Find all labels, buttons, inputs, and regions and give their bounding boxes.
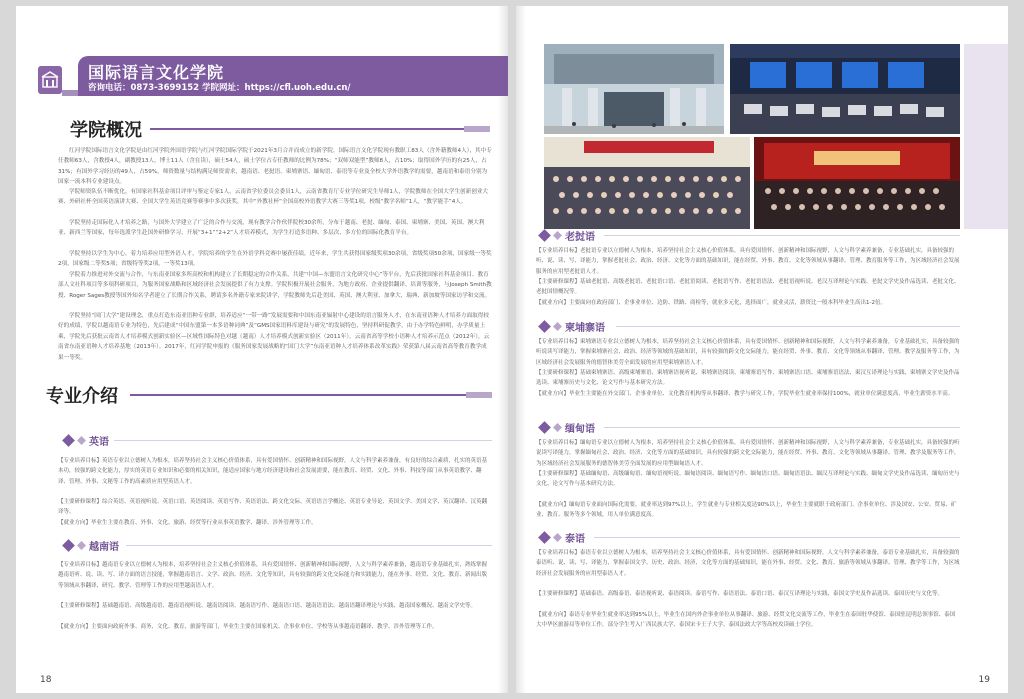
diamond-icon [538,229,551,242]
overview-rule [150,128,490,130]
diamond-icon [77,541,86,550]
banner-accent [62,90,78,96]
major-rule [604,235,960,236]
diamond-icon [553,322,562,331]
major-rule [604,427,960,428]
building-icon [41,71,59,89]
burmese-courses: 【主要研修课程】基础缅甸语、高级缅甸语、缅甸语视听说、缅甸语阅读、缅甸语写作、缅甸语口语、缅甸语语法、缅汉互译理论与实践、缅甸文学史及作品选读、缅甸历史与文化、论文写作与基本研究方法。 [536,471,960,488]
major-rule [114,440,492,441]
major-rule [616,326,960,327]
majors-rule [130,394,492,396]
english-career: 【就业方向】毕业生主要在教育、外事、文化、旅游、经贸等行业从事英语教学、翻译、涉外管理等工作。 [58,520,317,526]
vietnamese-career: 【就业方向】主要面向政府外事、商务、文化、教育、旅游等部门，毕业生主要在国家机关、企事业单位、学校等从事越南语翻译、教学、涉外管理等工作。 [58,624,438,630]
major-title-lao: 老挝语 [540,228,595,243]
thai-goal: 【专业培养目标】泰语专业以立德树人为根本，培养坚持社会主义核心价值体系，具有爱国情怀、创新精神和国际视野，人文与科学素养兼备，泰语专业基础扎实，具备较强的泰语听、说、读、写、译能力，掌握泰国文学、历史、政治、经济、文化等方面的基础知识，能在外事、经贸、文化、教育、旅游等领域从事翻译、管理、教学等工作，为区域经济社会发展服务的应用型泰语人才。 [536,550,960,577]
major-title-thai: 泰语 [540,530,585,545]
page-fold-shadow [498,6,508,693]
page-fold-shadow [516,6,526,693]
overview-paragraph-3: 学院坚持走国际化人才培养之路，与国外大学建立了广泛的合作与交流，现有教学合作伙伴院校30余所，分布于越南、老挝、缅甸、泰国、柬埔寨、美国、英国、澳大利亚、新西兰等国家，每年选派学生赴国外研修学习，开展“3+1”“2+2”人才培养模式，为学生打造多语种、多层次、多方位的国际化教育平台。 [58,220,485,237]
khmer-goal: 【专业培养目标】柬埔寨语专业以立德树人为根本，培养坚持社会主义核心价值体系，具有爱国情怀、创新精神和国际视野，人文与科学素养兼备，专业基础扎实，具备较强的听说读写译能力，掌握柬埔寨社会、政治、经济等领域的基础知识，具有较强的跨文化交际能力，能在经贸、外事、教育、文化等领域从事翻译、管理、教学及服务等工作，为区域经济社会发展服务的德智体美劳全面发展的应用型柬埔寨语人才。 [536,339,960,366]
major-rule [126,545,492,546]
diamond-icon [553,423,562,432]
title-banner [78,56,508,96]
photo-stage [754,137,960,229]
left-page [16,6,508,693]
photo-group [544,137,750,229]
diamond-icon [77,436,86,445]
major-title-vietnamese: 越南语 [64,538,119,553]
english-goal: 【专业培养目标】英语专业以立德树人为根本，培养坚持社会主义核心价值体系，具有爱国情怀、创新精神和国际视野，人文与科学素养兼备，有良好的综合素质，扎实的英语基本功，较强的跨文化能力，厚实的英语专业知识和必要的相关知识，能适应国家与地方经济建设和社会发展需要，能在教育、经贸、文化、外事、科技等部门从事英语教学、翻译、管理、外事、文秘等工作的高素质应用型英语人才。 [58,458,488,485]
khmer-courses: 【主要研修课程】基础柬埔寨语、高级柬埔寨语、柬埔寨语视听说、柬埔寨语阅读、柬埔寨语写作、柬埔寨语口语、柬埔寨语语法、柬汉互译理论与实践、柬埔寨文学史及作品选读、柬埔寨历史与文化、论文写作与基本研究方法。 [536,370,960,387]
lao-courses: 【主要研修课程】基础老挝语、高级老挝语、老挝语口语、老挝语阅读、老挝语写作、老挝语语法、老挝语视听说、老汉互译理论与实践、老挝文学史及作品选读、老挝文化、老挝国情概况等。 [536,279,960,296]
major-rule [594,537,960,538]
english-courses: 【主要研修课程】综合英语、英语视听说、英语口语、英语阅读、英语写作、英语语法、跨文化交际、英语语言学概论、英语专业导论、英国文学、美国文学、英汉翻译、汉英翻译等。 [58,499,488,516]
overview-paragraph-2: 学院师资队伍不断优化，有国家社科基金项目评审与鉴定专家1人，云南省学位委员会委员1人，云南省教育厅专业学位研究生导师1人，学院教师在全国大学生创新创业大赛、外研社杯全国英语演讲大赛、全国大学生英语竞赛等赛事中多次获奖，其中“外教社杯”全国高校外语教学大赛三等奖1项，校级“教学名师”1人，“教学能手”4人。 [58,189,489,206]
overview-paragraph-6: 学院坚持“国门大学”建设理念，重点打造东南亚语种专业群，培养适应“一带一路”发展需要和中国东南亚辐射中心建设的语言服务人才，在东南亚语种人才培养方面取得较好的成绩，学院以越南语专业为特色，先后建成“中国东盟第一本多语种词典”及“GMS国家语料库建设与研究”的发展特色，坚持科研促教学，由于办学特色鲜明，办学质量上乘，学院先后获批云南省人才培养模式创新实验区—区域性国际特色对越（越南）人才培养模式创新实验区（2011年），云南省高等学校小语种人才培养示范点（2012年），云南省东南亚语种人才培养基地（2013年）。2017年，红河学院申报的《服务国家发展战略的“国门大学”东南亚语种人才培养体系改革实践》荣获第八届云南省高等教育教学成果一等奖。 [58,313,490,361]
vietnamese-courses: 【主要研修课程】基础越南语、高级越南语、越南语视听说、越南语阅读、越南语写作、越南语口语、越南语语法、越南语翻译理论与实践、越南国家概况、越南文学史等。 [58,603,477,609]
diamond-icon [538,320,551,333]
college-logo [38,66,62,94]
overview-paragraph-4: 学院坚持以学生为中心，着力培养应用型外语人才，学院培养的学生在外语学科竞赛中屡获佳绩，近年来，学生共获得国家级奖项30余项，省级奖项50余项，国家级一等奖2项，国家级二等奖5项；省级特等奖2项，一等奖13项。 [58,251,492,268]
diamond-icon [538,421,551,434]
contact-info[interactable]: 咨询电话：0873-3699152 学院网址：https://cfl.uoh.edu.cn/ [88,83,351,93]
page-number-left: 18 [40,675,52,685]
diamond-icon [62,539,75,552]
overview-paragraph-5: 学院着力推进对外交流与合作，与东南亚国家多所高校和机构建立了长期稳定的合作关系，共建“中国—东盟语言文化研究中心”等平台，先后获批国家社科基金项目、教育部人文社科项目等多项科研项目，为服务国家战略和区域经济社会发展提供了有力支撑。学院积极开展社会服务，为地方政府、企业提供翻译、培训等服务，与Joseph Smith教授、Roger Sages教授等国外知名学者建立了长期合作关系，聘请多名外籍专家来院讲学，学院教师先后赴美国、英国、澳大利亚、加拿大、瑞典、新加坡等国家访学和交流。 [58,272,492,299]
major-title-english: 英语 [64,433,109,448]
vietnamese-goal: 【专业培养目标】越南语专业以立德树人为根本，培养坚持社会主义核心价值体系，具有爱国情怀、创新精神和国际视野，人文与科学素养兼备，越南语专业基础扎实，熟练掌握越南语听、说、读、写、译方面的语言技能，掌握越南语言、文学、政治、经济、文化等知识，具有较强的跨文化交际能力和实践能力，能在外事、经贸、文化、教育、新闻出版等领域从事翻译、研究、教学、管理等工作的应用型越南语人才。 [58,562,488,589]
lao-career: 【就业方向】主要面向在政府部门、企事业单位、边防、铁路、商检等，就业多元化，选择面广，就业灵活，薪资比一般本科毕业生高出1-2倍。 [536,300,886,306]
lao-goal: 【专业培养目标】老挝语专业以立德树人为根本，培养坚持社会主义核心价值体系，具有爱国情怀、创新精神和国际视野，人文与科学素养兼备，专业基础扎实，具备较强的听、说、读、写、译能力，掌握老挝社会、政治、经济、文化等方面的基础知识，能在经贸、外事、教育、文化等领域从事翻译、管理、教育服务等工作，为区域经济社会发展服务的应用型老挝语人才。 [536,248,960,275]
diamond-icon [553,231,562,240]
page-number-right: 19 [978,675,990,685]
khmer-career: 【就业方向】毕业生主要能在外交部门、企事业单位、文化教育机构等从事翻译、教学与研究工作，学院毕业生就业率保持100%，就业单位满意度高，毕业生薪资水平高。 [536,391,954,397]
right-page [516,6,1008,693]
diamond-icon [538,531,551,544]
thai-career: 【就业方向】泰语专业毕业生就业率达到95%以上，毕业生在国内外企事业单位从事翻译、旅游、经贸文化交流等工作，毕业生在泰国驻华使馆、泰国驻昆明总领事馆、泰国大中华区旅游局等单位工作，部分学生考入广西民族大学、泰国宋卡王子大学、泰国法政大学等高校攻读硕士学位。 [536,612,956,629]
overview-paragraph-1: 红河学院国际语言文化学院是由红河学院外国语学院与红河学院国际学院于2021年3月合并而成立的新学院。国际语言文化学院现有教职工83人（含外籍教师4人），其中专任教师63人，含教授4人，副教授13人，博士11人（含在读），硕士54人，硕士学位占专任教师的比例为78%；“双师双能型”教师8人，占10%；取得国外学历的有25人，占31%；有国外学习经历的49人，占59%，师资数量与结构满足师资需求，越南语、老挝语、柬埔寨语、缅甸语、泰语等专业及全校大学外语教学的需要，越南语和泰语分别为国家一流本科专业建设点。 [58,148,492,186]
photo-classroom [730,44,960,134]
diamond-icon [62,434,75,447]
thai-courses: 【主要研修课程】基础泰语、高级泰语、泰语视听说、泰语阅读、泰语写作、泰语语法、泰语口语、泰汉互译理论与实践、泰国文学史及作品选读、泰国历史与文化等。 [536,591,944,597]
photo-building [544,44,724,134]
diamond-icon [553,533,562,542]
college-title: 国际语言文化学院 [88,63,225,82]
overview-heading: 学院概况 [70,120,142,141]
burmese-career: 【就业方向】缅甸语专业面向国际化需要，就业率达到97%以上，学生就业与专业相关度达90%以上，毕业生主要就职于政府部门、企事业单位、涉及国安、公安、贸易、矿业、教育、服务等多个领域，用人单位满意度高。 [536,502,957,519]
photo-side-strip [964,44,1008,229]
major-title-khmer: 柬埔寨语 [540,319,605,334]
burmese-goal: 【专业培养目标】缅甸语专业以立德树人为根本，培养坚持社会主义核心价值体系，具有爱国情怀、创新精神和国际视野，人文与科学素养兼备，专业基础扎实，具备较强的听说读写译能力，掌握缅甸社会、政治、经济、文化等方面的基础知识，具有较强的跨文化交际能力，能在经贸、外事、教育、文化等领域从事翻译、管理、教学及服务等工作，为区域经济社会发展服务的德智体美劳全面发展的应用型缅甸语人才。 [536,440,960,467]
major-title-burmese: 缅甸语 [540,420,595,435]
majors-heading: 专业介绍 [46,386,118,407]
